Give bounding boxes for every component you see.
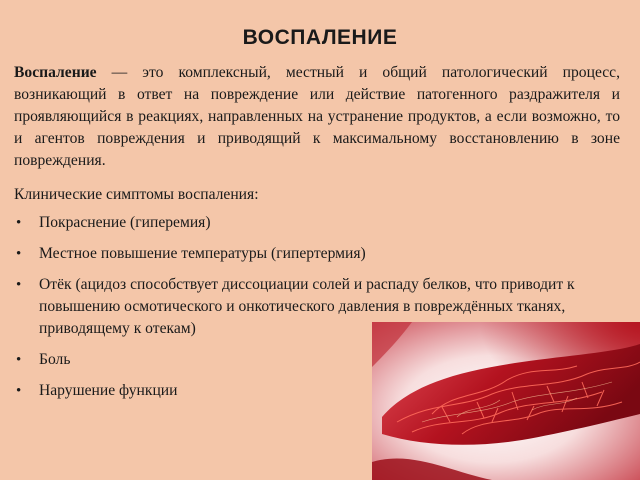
symptom-text: Отёк (ацидоз способствует диссоциации солей и распаду белков, что приводит к повышению осмотического и онкотического давления в повреждённых тканях, приводящему к отекам) [39, 276, 575, 337]
slide-title: ВОСПАЛЕНИЕ [242, 26, 398, 49]
bullet-icon: • [16, 352, 22, 368]
definition-term: Воспаление [14, 64, 97, 81]
definition-text: — это комплексный, местный и общий патологический процесс, возникающий в ответ на повреждение или действие патогенного раздражителя и проявляющийся в реакциях, направленных на устранение продуктов, а если возможно, то и агентов повреждения и приводящий к максимальному восстановлению в зоне повреждения. [14, 64, 620, 169]
bullet-icon: • [16, 246, 22, 262]
symptom-item [14, 243, 614, 265]
symptom-item [14, 380, 614, 402]
symptom-item [14, 274, 614, 340]
symptom-text: Местное повышение температуры (гипертермия) [39, 245, 366, 262]
symptom-text: Нарушение функции [39, 382, 178, 399]
symptom-text: Покраснение (гиперемия) [39, 214, 211, 231]
symptom-text: Боль [39, 351, 71, 368]
symptoms-heading: Клинические симптомы воспаления: [14, 186, 259, 203]
bullet-icon: • [16, 383, 22, 399]
symptom-item [14, 212, 614, 234]
symptom-item [14, 349, 614, 371]
bullet-icon: • [16, 277, 22, 293]
symptom-list [14, 212, 614, 411]
definition-paragraph [14, 62, 620, 172]
bullet-icon: • [16, 215, 22, 231]
